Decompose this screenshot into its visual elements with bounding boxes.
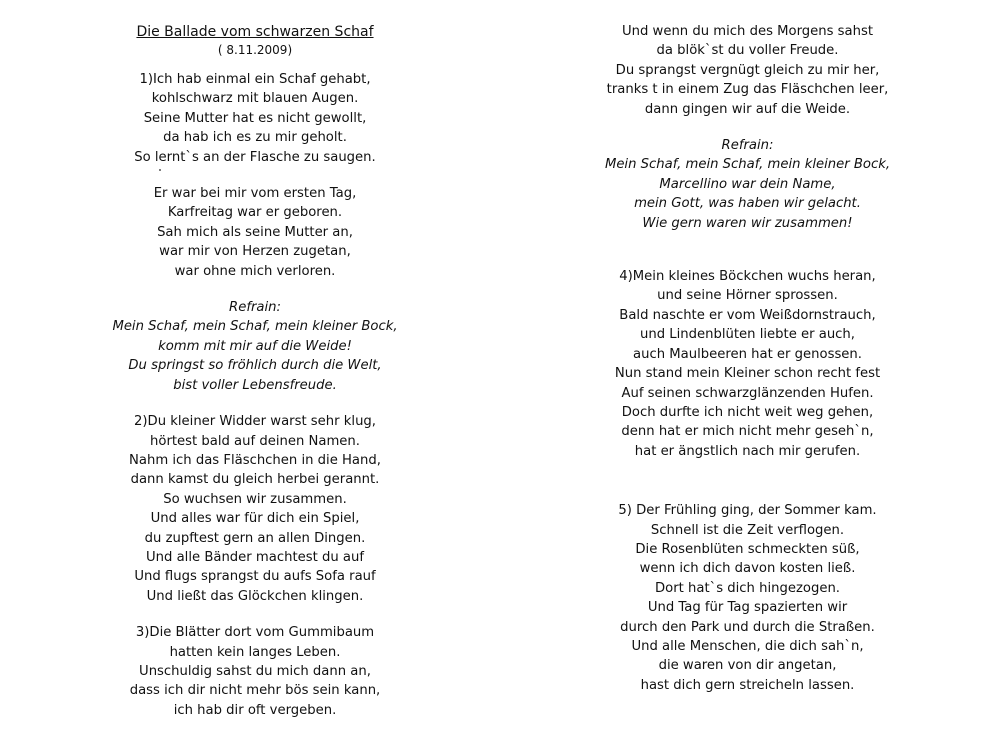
- verse-line: Und wenn du mich des Morgens sahst: [621, 24, 874, 39]
- verse-line: die waren von dir angetan,: [658, 658, 837, 674]
- refrain-right: [565, 136, 930, 233]
- verse-line: da hab ich es zu mir geholt.: [163, 130, 347, 146]
- verse-line: Bald naschte er vom Weißdornstrauch,: [619, 307, 876, 323]
- verse-line: Und alles war für dich ein Spiel,: [150, 511, 360, 527]
- verse-line: Marcellino war dein Name,: [659, 176, 836, 192]
- verse-line: 3)Die Blätter dort vom Gummibaum: [135, 625, 375, 641]
- verse-line: Und ließt das Glöckchen klingen.: [146, 588, 364, 604]
- verse-line: Und alle Bänder machtest du auf: [146, 549, 364, 565]
- verse-line: Doch durfte ich nicht weit weg gehen,: [621, 404, 874, 420]
- verse-line: Sah mich als seine Mutter an,: [157, 224, 353, 240]
- verse-line: Mein Schaf, mein Schaf, mein kleiner Bock,: [112, 319, 398, 335]
- refrain-heading: Refrain:: [721, 138, 774, 154]
- verse-line: Und flugs sprangst du aufs Sofa rauf: [134, 569, 376, 585]
- stanza-2: [80, 412, 430, 606]
- stanza-4: [565, 267, 930, 461]
- verse-line: Und Tag für Tag spazierten wir: [647, 600, 848, 616]
- verse-line: Schnell ist die Zeit verflogen.: [650, 522, 845, 538]
- refrain-heading: Refrain:: [229, 300, 281, 316]
- stanza-1b: [80, 184, 430, 281]
- right-column: [565, 22, 930, 712]
- verse-line: 1)Ich hab einmal ein Schaf gehabt,: [139, 72, 371, 87]
- verse-line: war mir von Herzen zugetan,: [159, 244, 351, 260]
- stanza-3: [80, 623, 430, 720]
- stanza-3b: [565, 22, 930, 119]
- verse-line: Du springst so fröhlich durch die Welt,: [128, 358, 382, 374]
- verse-line: kohlschwarz mit blauen Augen.: [151, 91, 359, 107]
- poem-title: Die Ballade vom schwarzen Schaf: [136, 24, 374, 40]
- verse-line: dann gingen wir auf die Weide.: [644, 101, 851, 117]
- verse-line: hatten kein langes Leben.: [169, 644, 341, 660]
- verse-line: ich hab dir oft vergeben.: [173, 702, 337, 718]
- verse-line: So lernt`s an der Flasche zu saugen.: [134, 149, 376, 165]
- verse-line: hat er ängstlich nach mir gerufen.: [634, 443, 861, 459]
- verse-line: Unschuldig sahst du mich dann an,: [139, 663, 371, 679]
- verse-line: dann kamst du gleich herbei gerannt.: [130, 472, 380, 488]
- refrain-left: [80, 298, 430, 395]
- verse-line: 4)Mein kleines Böckchen wuchs heran,: [619, 269, 876, 285]
- verse-line: auch Maulbeeren hat er genossen.: [633, 346, 862, 362]
- verse-line: Die Rosenblüten schmeckten süß,: [635, 541, 860, 557]
- verse-line: Seine Mutter hat es nicht gewollt,: [143, 110, 367, 126]
- verse-line: Auf seinen schwarzglänzenden Hufen.: [621, 385, 874, 401]
- verse-line: Nun stand mein Kleiner schon recht fest: [614, 366, 881, 382]
- verse-line: durch den Park und durch die Straßen.: [620, 619, 875, 635]
- verse-line: hast dich gern streicheln lassen.: [640, 677, 855, 693]
- poem-date: ( 8.11.2009): [217, 43, 293, 57]
- verse-line: So wuchsen wir zusammen.: [163, 491, 347, 507]
- verse-line: Und alle Menschen, die dich sah`n,: [631, 638, 864, 654]
- left-column: [80, 22, 430, 737]
- verse-line: mein Gott, was haben wir gelacht.: [634, 196, 861, 212]
- verse-line: und seine Hörner sprossen.: [657, 288, 838, 304]
- verse-line: Karfreitag war er geboren.: [167, 205, 343, 221]
- verse-line: Nahm ich das Fläschchen in die Hand,: [129, 452, 381, 468]
- verse-line: war ohne mich verloren.: [174, 263, 336, 279]
- stanza-1: [80, 70, 430, 167]
- verse-line: du zupftest gern an allen Dingen.: [144, 530, 366, 546]
- verse-line: komm mit mir auf die Weide!: [158, 338, 352, 354]
- verse-line: da blök`st du voller Freude.: [656, 43, 839, 59]
- verse-line: Wie gern waren wir zusammen!: [642, 215, 853, 231]
- verse-line: bist voller Lebensfreude.: [173, 377, 337, 393]
- stray-mark: [159, 169, 161, 171]
- verse-line: hörtest bald auf deinen Namen.: [150, 433, 360, 449]
- stanza-5: [565, 501, 930, 695]
- verse-line: Dort hat`s dich hingezogen.: [655, 580, 840, 596]
- verse-line: Du sprangst vergnügt gleich zu mir her,: [615, 62, 880, 78]
- verse-line: 2)Du kleiner Widder warst sehr klug,: [134, 414, 376, 430]
- verse-line: Er war bei mir vom ersten Tag,: [153, 186, 357, 202]
- verse-line: denn hat er mich nicht mehr geseh`n,: [621, 424, 874, 440]
- verse-line: 5) Der Frühling ging, der Sommer kam.: [618, 503, 877, 519]
- verse-line: Mein Schaf, mein Schaf, mein kleiner Bock,: [604, 157, 891, 173]
- verse-line: und Lindenblüten liebte er auch,: [640, 327, 855, 343]
- verse-line: dass ich dir nicht mehr bös sein kann,: [129, 683, 381, 699]
- verse-line: tranks t in einem Zug das Fläschchen leer,: [606, 82, 889, 98]
- verse-line: wenn ich dich davon kosten ließ.: [639, 561, 856, 577]
